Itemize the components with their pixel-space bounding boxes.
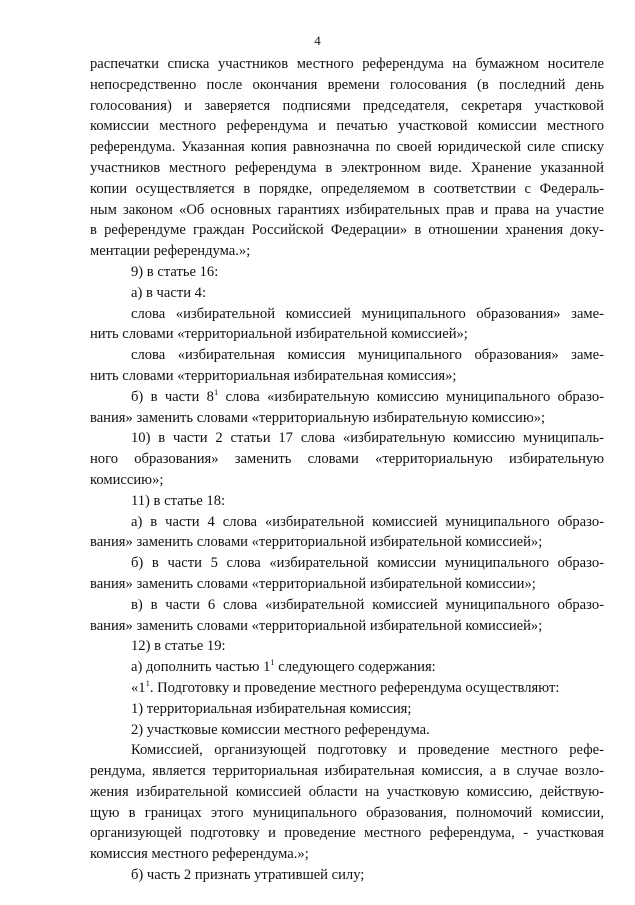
text-line [90,179,604,200]
text-line [90,408,604,429]
line-text: б) часть 2 признать утратившей силу; [131,867,365,884]
text-line [90,574,604,595]
text-line [90,54,604,75]
text-line [90,75,604,96]
line-text: а) дополнить частью 1 [131,659,271,676]
line-text: 9) в статье 16: [131,263,219,280]
line-text: непосредственно после окончания времени голосования (в последний день [90,76,604,93]
line-text: комиссию»; [90,471,164,488]
text-line [90,636,604,657]
line-text: в референдуме граждан Российской Федерации» в отношении хранения доку- [90,222,604,239]
text-line [90,553,604,574]
line-text: ментации референдума.»; [90,243,251,260]
line-text: комиссии местного референдума и печатью участковой комиссии местного [90,118,604,135]
line-text-continuation: . Подготовку и проведение местного референдума осуществляют: [149,679,560,696]
text-line [90,324,604,345]
line-text: копии осуществляется в порядке, определяемом в соответствии с Федераль- [90,180,604,197]
text-line [90,428,604,449]
text-line [90,241,604,262]
line-text: комиссия местного референдума.»; [90,846,309,863]
text-line [90,304,604,325]
text-line [90,823,604,844]
line-text: вания» заменить словами «территориальной избирательной комиссии»; [90,575,536,592]
text-line [90,96,604,117]
line-text: в) в части 6 слова «избирательной комиссией муниципального образо- [131,596,604,613]
line-text: ным законом «Об основных гарантиях избирательных прав и права на участие [90,201,604,218]
text-line [90,345,604,366]
superscript: 1 [213,386,219,397]
text-line [90,470,604,491]
text-line [90,387,604,408]
text-line [90,782,604,803]
text-line [90,803,604,824]
line-text: слова «избирательной комиссией муниципального образования» заме- [131,305,604,322]
line-text: нить словами «территориальной избирательной комиссией»; [90,326,468,343]
text-line [90,616,604,637]
line-text: вания» заменить словами «территориальную избирательную комиссию»; [90,409,546,426]
text-line [90,512,604,533]
line-text: рендума, является территориальная избирательная комиссия, а в случае возло- [90,763,604,780]
line-text: 12) в статье 19: [131,638,226,655]
line-text: вания» заменить словами «территориальной избирательной комиссией»; [90,617,543,634]
line-text: участников местного референдума в электронном виде. Хранение указанной [90,159,604,176]
text-line [90,366,604,387]
superscript: 1 [270,657,275,668]
text-line [90,491,604,512]
text-line [90,761,604,782]
line-text: б) в части 5 слова «избирательной комиссии муниципального образо- [131,555,604,572]
text-line [90,532,604,553]
text-line [90,844,604,865]
line-text: жения избирательной комиссией области на участковую комиссию, действую- [90,783,604,800]
text-line [90,158,604,179]
line-text: б) в части 8 [131,388,214,405]
text-line [90,678,604,699]
text-line [90,262,604,283]
line-text: нить словами «территориальная избирательная комиссия»; [90,367,457,384]
line-text: 10) в части 2 статьи 17 слова «избирательную комиссию муниципаль- [131,430,604,447]
text-line [90,116,604,137]
line-text: а) в части 4 слова «избирательной комиссией муниципального образо- [131,513,604,530]
line-text: голосования) и заверяется подписями председателя, секретаря участковой [90,97,604,114]
text-line [90,220,604,241]
line-text: организующей подготовку и проведение местного референдума, - участковая [90,825,604,842]
line-text: слова «избирательная комиссия муниципального образования» заме- [131,347,604,364]
line-text: вания» заменить словами «территориальной избирательной комиссией»; [90,534,543,551]
text-line [90,449,604,470]
page-number: 4 [314,33,321,48]
line-text: распечатки списка участников местного референдума на бумажном носителе [90,56,604,72]
line-text: а) в части 4: [131,284,207,301]
text-line [90,657,604,678]
line-text-continuation: слова «избирательную комиссию муниципального образо- [218,388,604,405]
text-line [90,283,604,304]
text-line [90,595,604,616]
text-line [90,200,604,221]
text-line [90,740,604,761]
superscript: 1 [145,678,150,689]
line-text: «1 [131,679,146,696]
line-text: 11) в статье 18: [131,492,226,509]
line-text: референдума. Указанная копия равнозначна по своей юридической силе списку [90,139,604,156]
line-text: 1) территориальная избирательная комиссия; [131,700,412,717]
line-text-continuation: следующего содержания: [274,659,436,676]
document-body [90,54,604,886]
line-text: 2) участковые комиссии местного референдума. [131,721,430,738]
text-line [90,699,604,720]
line-text: Комиссией, организующей подготовку и проведение местного рефе- [131,742,604,759]
text-line [90,137,604,158]
line-text: ного образования» заменить словами «территориальную избирательную [90,451,604,468]
text-line [90,865,604,886]
text-line [90,720,604,741]
line-text: щую в границах этого муниципального образования, полномочий комиссии, [90,804,604,821]
